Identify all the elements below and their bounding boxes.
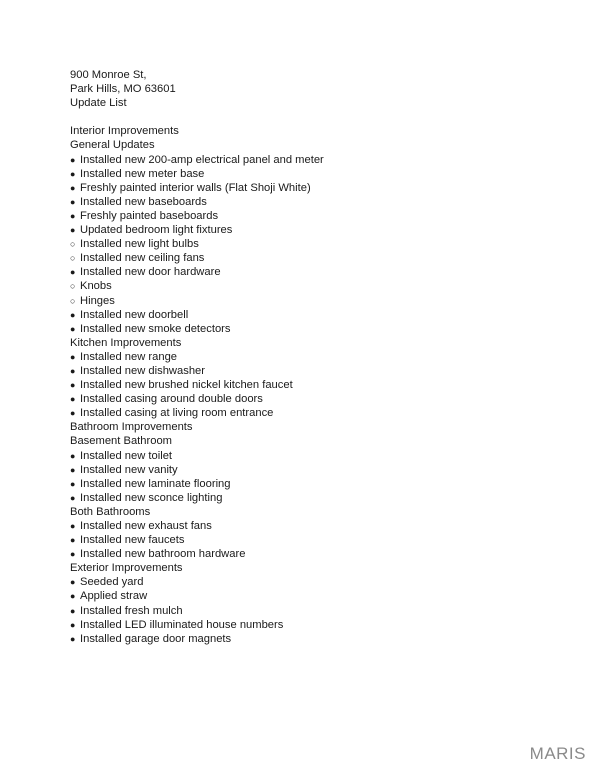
bullet-icon: ● bbox=[70, 225, 76, 236]
list-item bbox=[70, 167, 570, 181]
list-item-text: Installed new light bulbs bbox=[80, 238, 199, 251]
list-item-text: Freshly painted interior walls (Flat Shoji White) bbox=[80, 181, 311, 194]
bullet-icon: ● bbox=[70, 309, 76, 320]
document-title: Update List bbox=[70, 97, 127, 110]
bullet-icon: ● bbox=[70, 633, 76, 644]
list-item bbox=[70, 618, 570, 632]
list-item bbox=[70, 237, 570, 251]
list-item bbox=[70, 491, 570, 505]
bullet-icon: ● bbox=[70, 394, 76, 405]
address-street: 900 Monroe St, bbox=[70, 69, 147, 81]
list-item bbox=[70, 265, 570, 279]
list-item-text: Installed new ceiling fans bbox=[80, 252, 205, 265]
list-item bbox=[70, 279, 570, 293]
list-item-text: Installed new bathroom hardware bbox=[80, 548, 246, 561]
maris-watermark: MARIS bbox=[529, 744, 586, 763]
section-heading: Basement Bathroom bbox=[70, 435, 172, 448]
bullet-icon: ● bbox=[70, 154, 76, 165]
list-item bbox=[70, 632, 570, 646]
list-item-text: Installed new sconce lighting bbox=[80, 491, 223, 504]
blank-line bbox=[70, 110, 570, 124]
hollow-bullet-icon: ○ bbox=[70, 295, 76, 306]
list-item bbox=[70, 449, 570, 463]
list-item bbox=[70, 364, 570, 378]
list-item-text: Installed new dishwasher bbox=[80, 364, 205, 377]
list-item-text: Installed new 200-amp electrical panel and meter bbox=[80, 153, 324, 166]
bullet-icon: ● bbox=[70, 521, 76, 531]
hollow-bullet-icon: ○ bbox=[70, 239, 76, 250]
list-item-text: Seeded yard bbox=[80, 576, 144, 589]
list-item-text: Installed new exhaust fans bbox=[80, 520, 212, 532]
list-item-text: Freshly painted baseboards bbox=[80, 209, 219, 222]
list-item bbox=[70, 519, 570, 533]
list-item-text: Hinges bbox=[80, 294, 115, 307]
section-heading: Interior Improvements bbox=[70, 125, 179, 138]
hollow-bullet-icon: ○ bbox=[70, 253, 76, 264]
section-heading: Both Bathrooms bbox=[70, 505, 151, 518]
list-item-text: Installed garage door magnets bbox=[80, 632, 232, 645]
bullet-icon: ● bbox=[70, 182, 76, 193]
list-item-text: Installed fresh mulch bbox=[80, 604, 183, 617]
update-list bbox=[70, 124, 570, 645]
bullet-icon: ● bbox=[70, 450, 76, 461]
list-item-text: Installed new meter base bbox=[80, 167, 205, 180]
list-item bbox=[70, 195, 570, 209]
hollow-bullet-icon: ○ bbox=[70, 281, 76, 292]
list-item-text: Installed new doorbell bbox=[80, 308, 189, 321]
bullet-icon: ● bbox=[70, 549, 76, 560]
list-item bbox=[70, 322, 570, 336]
document-body bbox=[70, 68, 570, 646]
list-item bbox=[70, 477, 570, 491]
list-item bbox=[70, 406, 570, 420]
section-heading: Bathroom Improvements bbox=[70, 421, 193, 434]
list-item-text: Installed new vanity bbox=[80, 463, 178, 476]
bullet-icon: ● bbox=[70, 168, 76, 179]
bullet-icon: ● bbox=[70, 591, 76, 602]
list-item-text: Installed new range bbox=[80, 350, 178, 363]
list-item bbox=[70, 604, 570, 618]
bullet-icon: ● bbox=[70, 478, 76, 489]
bullet-icon: ● bbox=[70, 210, 76, 221]
list-item bbox=[70, 251, 570, 265]
list-item-text: Knobs bbox=[80, 280, 112, 293]
list-item-text: Installed LED illuminated house numbers bbox=[80, 618, 284, 631]
section-heading: Kitchen Improvements bbox=[70, 336, 182, 349]
list-item-text: Installed casing at living room entrance bbox=[80, 407, 274, 420]
section-heading: Exterior Improvements bbox=[70, 562, 183, 575]
bullet-icon: ● bbox=[70, 380, 76, 391]
list-item bbox=[70, 308, 570, 322]
list-item bbox=[70, 533, 570, 547]
bullet-icon: ● bbox=[70, 196, 76, 207]
list-item-text: Applied straw bbox=[80, 590, 148, 603]
list-item bbox=[70, 350, 570, 364]
list-item bbox=[70, 392, 570, 406]
list-item bbox=[70, 463, 570, 477]
list-item bbox=[70, 153, 570, 167]
bullet-icon: ● bbox=[70, 267, 76, 278]
bullet-icon: ● bbox=[70, 605, 76, 616]
list-item-text: Installed new faucets bbox=[80, 534, 185, 547]
list-item bbox=[70, 209, 570, 223]
bullet-icon: ● bbox=[70, 323, 76, 334]
list-item bbox=[70, 575, 570, 589]
bullet-icon: ● bbox=[70, 492, 76, 503]
list-item-text: Installed new door hardware bbox=[80, 266, 221, 279]
list-item bbox=[70, 294, 570, 308]
list-item-text: Installed new smoke detectors bbox=[80, 322, 231, 335]
bullet-icon: ● bbox=[70, 408, 76, 419]
address-city-state-zip: Park Hills, MO 63601 bbox=[70, 83, 176, 96]
bullet-icon: ● bbox=[70, 577, 76, 588]
list-item bbox=[70, 223, 570, 237]
bullet-icon: ● bbox=[70, 535, 76, 546]
list-item bbox=[70, 378, 570, 392]
list-item-text: Installed new toilet bbox=[80, 449, 173, 462]
bullet-icon: ● bbox=[70, 464, 76, 475]
list-item-text: Installed new brushed nickel kitchen faucet bbox=[80, 379, 293, 392]
list-item-text: Installed new laminate flooring bbox=[80, 477, 231, 490]
bullet-icon: ● bbox=[70, 365, 76, 376]
list-item bbox=[70, 181, 570, 195]
list-item bbox=[70, 589, 570, 603]
list-item bbox=[70, 547, 570, 561]
list-item-text: Installed casing around double doors bbox=[80, 393, 263, 406]
section-heading: General Updates bbox=[70, 139, 155, 152]
bullet-icon: ● bbox=[70, 619, 76, 630]
list-item-text: Updated bedroom light fixtures bbox=[80, 224, 233, 237]
bullet-icon: ● bbox=[70, 351, 76, 362]
list-item-text: Installed new baseboards bbox=[80, 195, 207, 208]
